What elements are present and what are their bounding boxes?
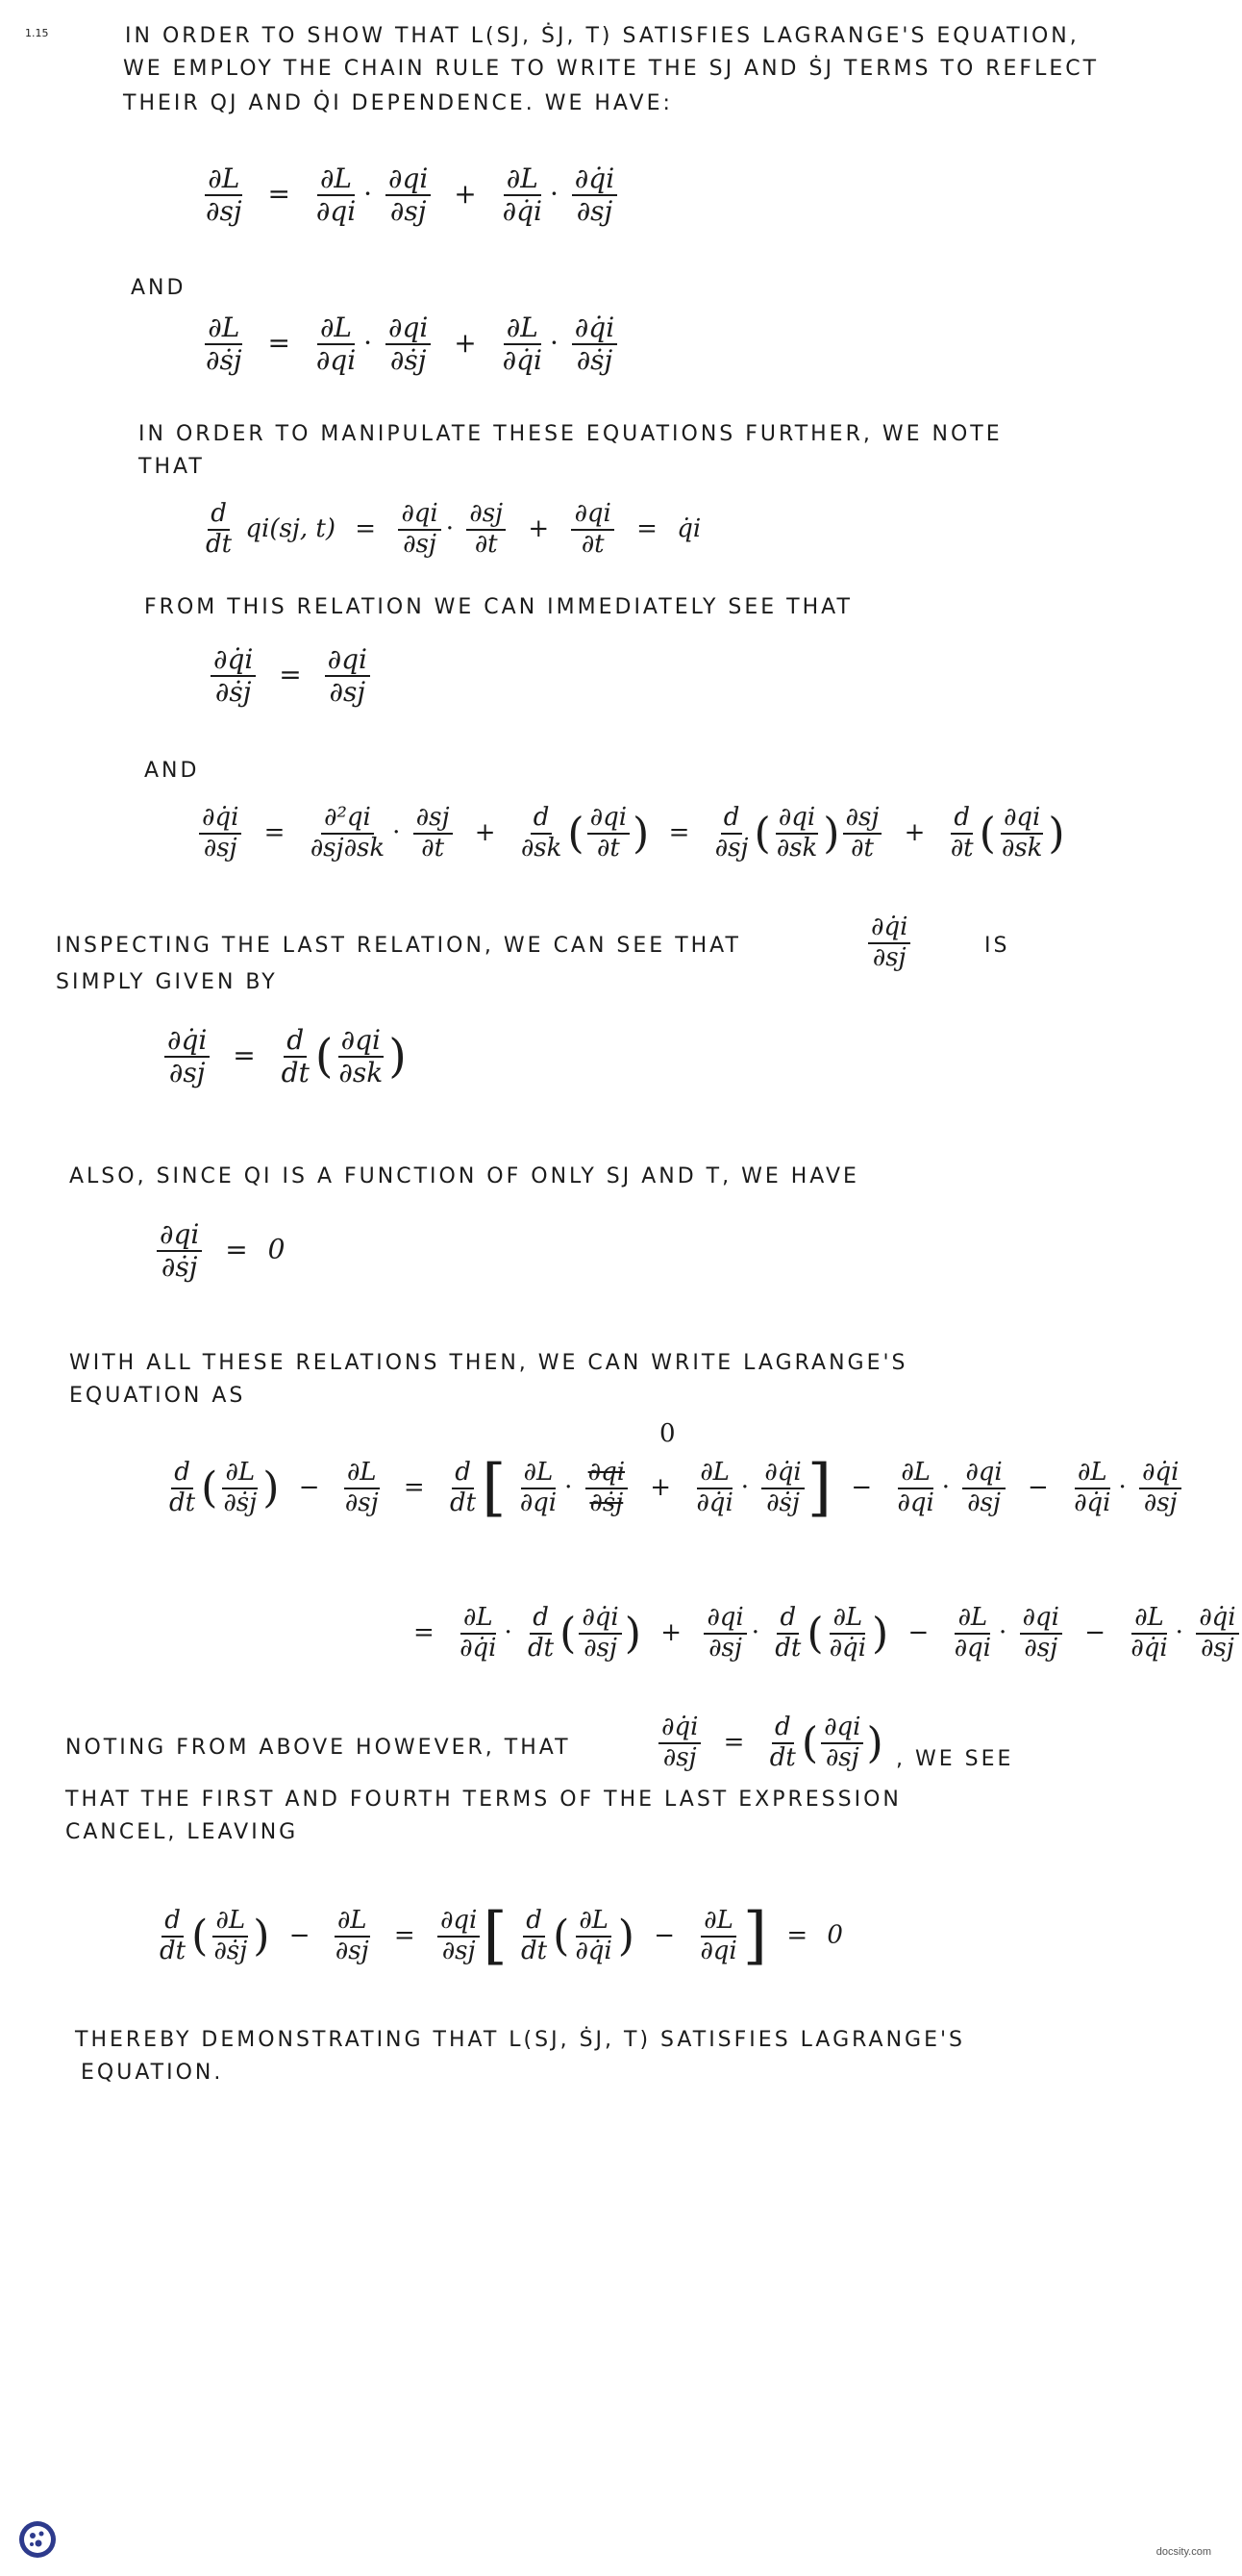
equation-6: $\frac{\partial q̇i}{\partial sj}$ = $\frac{d}{dt}$ ( $\frac{\partial qi}{\partial sk}$ ) [161,1025,407,1088]
text-line: SIMPLY GIVEN BY [56,970,278,994]
text-line: WE EMPLOY THE CHAIN RULE TO WRITE THE SJ AND ṠJ TERMS TO REFLECT [123,57,1100,81]
inline-fraction: $\frac{\partial q̇i}{\partial sj}$ [865,913,913,973]
equation-4: $\frac{\partial q̇i}{\text{∂ṡj}}$ = $\frac{\partial qi}{\partial sj}$ [208,644,373,708]
text-line: THEREBY DEMONSTRATING THAT L(SJ, ṠJ, T) SATISFIES LAGRANGE'S [75,2028,965,2052]
text-line: WITH ALL THESE RELATIONS THEN, WE CAN WRITE LAGRANGE'S [69,1351,908,1375]
text-line: THAT [138,455,205,479]
text-line: INSPECTING THE LAST RELATION, WE CAN SEE THAT [56,934,741,958]
equation-10: $\frac{d}{dt}$ ( $\frac{\partial L}{\text{∂ṡj}}$ ) − $\frac{\partial L}{\partial sj}$ = $\frac{\partial qi}{\partial sj}$ [ $\frac{d}{dt}$ ( $\frac{\partial L}{\partial q̇i}$ ) − $\frac{\partial L}{\partial qi}$ ] = 0 [160,1900,843,1972]
footer-watermark: docsity.com [1155,2546,1211,2558]
text-line: ALSO, SINCE QI IS A FUNCTION OF ONLY SJ AND T, WE HAVE [69,1164,859,1188]
equation-2: $\frac{\partial L}{\text{∂ṡj}}$ = $\frac{\partial L}{\partial qi}$ · $\frac{\partial qi}{\text{∂ṡj}}$ + $\frac{\partial L}{\partial q̇i}$ · $\frac{\partial q̇i}{\text{∂ṡj}}$ [200,313,620,376]
text-line: IN ORDER TO MANIPULATE THESE EQUATIONS FURTHER, WE NOTE [138,422,1003,446]
equation-8: $\frac{d}{dt}$ ( $\frac{\partial L}{\text{∂ṡj}}$ ) − $\frac{\partial L}{\partial sj}$ = $\frac{d}{dt}$ [ $\frac{\partial L}{\partial qi}$ · $\frac{\partial qi}{\text{∂ṡj}}$ + $\frac{\partial L}{\partial q̇i}$ · $\frac{\partial q̇i}{\text{∂ṡj}}$ ] − $\frac{\partial L}{\partial qi}$ · $\frac{\partial qi}{\partial sj}$ − $\frac{\partial L}{\partial q̇i}$ · $\frac{\partial q̇i}{\partial sj}$ [163,1452,1184,1524]
text-line: FROM THIS RELATION WE CAN IMMEDIATELY SEE THAT [144,595,853,619]
equation-7: $\frac{\partial qi}{\text{∂ṡj}}$ = 0 [154,1219,285,1283]
text-line: AND [131,276,186,300]
equation-5: $\frac{\partial q̇i}{\partial sj}$ = $\frac{\text{∂²qi}}{\partial sj\partial sk}$ · $\frac{\partial sj}{\partial t}$ + $\frac{d}{\partial sk}$ ( $\frac{\partial qi}{\partial t}$ ) = $\frac{d}{\partial sj}$ ( $\frac{\partial qi}{\partial sk}$ ) $\frac{\partial sj}{\partial t}$ + $\frac{d}{\partial t}$ ( $\frac{\partial qi}{\partial sk}$ ) [196,804,1065,863]
text-line: EQUATION. [81,2061,224,2085]
zero-annotation: 0 [659,1419,676,1448]
text-line: THAT THE FIRST AND FOURTH TERMS OF THE LAST EXPRESSION [65,1788,902,1812]
text-line: THEIR QJ AND Q̇I DEPENDENCE. WE HAVE: [123,91,673,115]
equation-3: $\frac{d}{dt}$ qi(sj, t) = $\frac{\partial qi}{\partial sj}$ · $\frac{\partial sj}{\partial t}$ + $\frac{\partial qi}{\partial t}$ = q̇i [206,499,702,559]
inline-equation: $\frac{\partial q̇i}{\partial sj}$ = $\frac{d}{dt}$ ( $\frac{\partial qi}{\partial sj}$ ) [656,1713,883,1773]
equation-9: = $\frac{\partial L}{\partial q̇i}$ · $\frac{d}{dt}$ ( $\frac{\partial q̇i}{\partial sj}$ ) + $\frac{\partial qi}{\partial sj}$ · $\frac{d}{dt}$ ( $\frac{\partial L}{\partial q̇i}$ ) − $\frac{\partial L}{\partial qi}$ · $\frac{\partial qi}{\partial sj}$ − $\frac{\partial L}{\partial q̇i}$ · $\frac{\partial q̇i}{\partial sj}$ [402,1604,1242,1663]
text-line: CANCEL, LEAVING [65,1820,299,1844]
equation-1: $\frac{\partial L}{\partial sj}$ = $\frac{\partial L}{\partial qi}$ · $\frac{\partial qi}{\partial sj}$ + $\frac{\partial L}{\partial q̇i}$ · $\frac{\partial q̇i}{\partial sj}$ [200,163,620,227]
text-line: EQUATION AS [69,1384,246,1408]
text-line: NOTING FROM ABOVE HOWEVER, THAT [65,1736,571,1760]
text-line: AND [144,759,200,783]
text-line: IN ORDER TO SHOW THAT L(SJ, ṠJ, T) SATISFIES LAGRANGE'S EQUATION, [125,24,1080,48]
text-line: IS [984,934,1010,958]
docsity-logo-icon [17,2519,58,2560]
problem-number: 1.15 [25,27,49,39]
text-line: , WE SEE [896,1747,1014,1771]
